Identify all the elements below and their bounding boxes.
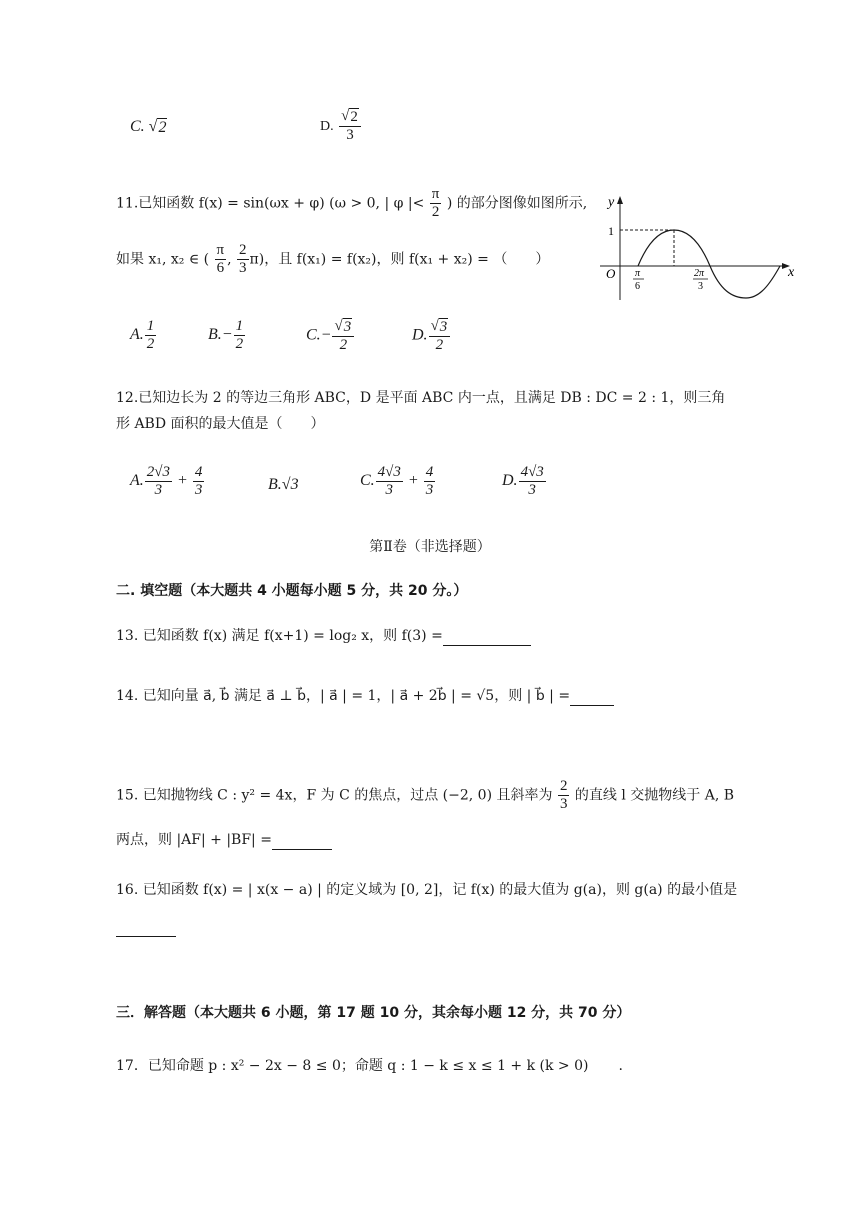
q12-option-d: D. $\frac{4√3}{3}$ xyxy=(502,464,544,498)
y-axis-arrow xyxy=(617,196,623,204)
q16-answer-blank xyxy=(116,936,176,937)
section2-heading: 二. 填空题（本大题共 4 小题每小题 5 分，共 20 分。） xyxy=(116,583,468,599)
q15-answer-blank xyxy=(272,849,332,850)
q16: 16. 已知函数 f(x) = | x(x − a) | 的定义域为 [0, 2]，记 f(x) 的最大值为 g(a)，则 g(a) 的最小值是 xyxy=(116,882,738,898)
section3-heading: 三．解答题（本大题共 6 小题，第 17 题 10 分，其余每小题 12 分，共 70 分） xyxy=(116,1005,631,1021)
q11-line2: 如果 x₁, x₂ ∈ ( $\frac{\pi}{6}$ , $\frac{2}{3}$ π)，且 f(x₁) = f(x₂)，则 f(x₁ + x₂) = （ ） xyxy=(116,242,550,276)
tick-b-den: 3 xyxy=(698,281,703,292)
q17: 17．已知命题 p : x² − 2x − 8 ≤ 0；命题 q : 1 − k ≤ x ≤ 1 + k (k > 0) . xyxy=(116,1058,623,1074)
y-label: y xyxy=(608,195,615,210)
origin-label: O xyxy=(606,266,616,281)
one-label: 1 xyxy=(608,224,614,238)
option-c-prev: C. √ 2 xyxy=(130,118,167,136)
tick-a-den: 6 xyxy=(635,281,640,292)
q12-option-c: C. $\frac{4√3}{3}$ + $\frac{4}{3}$ xyxy=(360,464,434,498)
q14-answer-blank xyxy=(570,705,614,706)
q11-line1: 11.已知函数 f(x) = sin(ωx + φ) (ω > 0, | φ |< $\frac{\pi}{2}$ ) 的部分图像如图所示, xyxy=(116,186,588,220)
sine-graph xyxy=(590,192,800,304)
sine-curve xyxy=(638,230,780,298)
x-label: x xyxy=(788,265,795,280)
q12-line1: 12.已知边长为 2 的等边三角形 ABC，D 是平面 ABC 内一点，且满足 DB : DC = 2 : 1，则三角 xyxy=(116,390,726,406)
q12-line2: 形 ABD 面积的最大值是（ ） xyxy=(116,416,325,432)
q11-option-a: A. $\frac{1}{2}$ xyxy=(130,318,155,352)
q12-option-a: A. $\frac{2√3}{3}$ + $\frac{4}{3}$ xyxy=(130,464,203,498)
q13-answer-blank xyxy=(443,645,531,646)
q11-option-c: C.− √ 3 2 xyxy=(306,318,355,354)
tick-a-num: π xyxy=(635,268,641,279)
option-d-prev: D. √ 2 3 xyxy=(320,108,362,144)
q14: 14. 已知向量 a⃗, b⃗ 满足 a⃗ ⊥ b⃗，| a⃗ | = 1，| a⃗ + 2b⃗ | = √5，则 | b⃗ | = xyxy=(116,686,614,706)
q15-line2: 两点，则 |AF| + |BF| = xyxy=(116,830,332,850)
tick-b-num: 2π xyxy=(694,268,705,279)
q12-option-b: B.√3 xyxy=(268,476,299,493)
q13: 13. 已知函数 f(x) 满足 f(x+1) = log₂ x，则 f(3) = xyxy=(116,626,531,646)
q15-line1: 15. 已知抛物线 C : y² = 4x，F 为 C 的焦点，过点 (−2, 0) 且斜率为 $\frac{2}{3}$ 的直线 l 交抛物线于 A, B xyxy=(116,778,735,812)
q11-option-d: D. √ 3 2 xyxy=(412,318,451,354)
part2-title: 第Ⅱ卷（非选择题） xyxy=(369,539,491,555)
q11-option-b: B.− $\frac{1}{2}$ xyxy=(208,318,244,352)
